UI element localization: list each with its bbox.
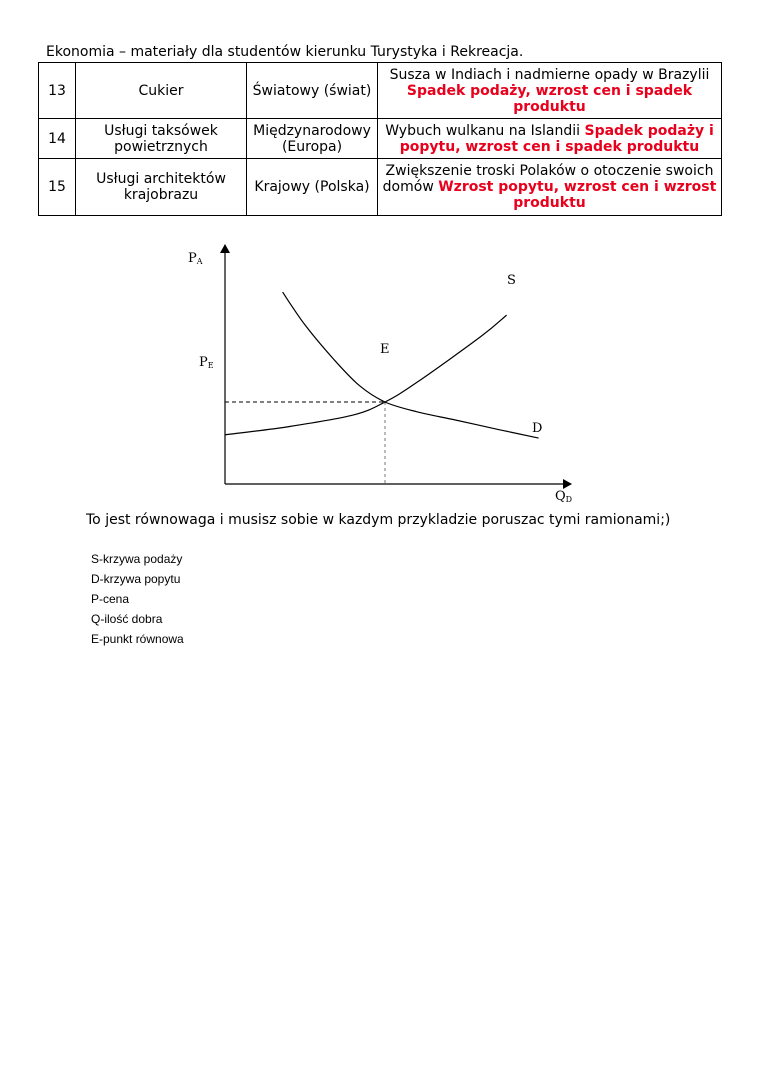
event-cell <box>378 63 722 119</box>
legend-list <box>91 549 184 649</box>
effect-text: Spadek podaży i popytu, wzrost cen i spadek produktu <box>399 122 714 155</box>
event-text: Wybuch wulkanu na Islandii <box>385 122 581 139</box>
row-number: 13 <box>39 63 76 119</box>
supply-curve <box>225 315 507 435</box>
row-number: 15 <box>39 159 76 216</box>
scope-cell: Międzynarodowy (Europa) <box>247 119 378 159</box>
equilibrium-price-label: PE <box>199 355 214 370</box>
market-table <box>38 62 722 216</box>
event-cell <box>378 159 722 216</box>
legend-item: S-krzywa podaży <box>91 552 183 566</box>
table-row <box>39 119 722 159</box>
product-cell: Cukier <box>76 63 247 119</box>
demand-curve <box>283 292 539 438</box>
event-text: Susza w Indiach i nadmierne opady w Brazylii <box>389 66 710 83</box>
page-header: Ekonomia – materiały dla studentów kierunku Turystyka i Rekreacja. <box>46 44 524 60</box>
product-cell: Usługi taksówek powietrznych <box>76 119 247 159</box>
scope-cell: Krajowy (Polska) <box>247 159 378 216</box>
table-row <box>39 159 722 216</box>
legend-item: E-punkt równowa <box>91 632 184 646</box>
caption-text: To jest równowaga i musisz sobie w kazdym przykladzie poruszac tymi ramionami;) <box>86 512 671 528</box>
legend-item: P-cena <box>91 592 130 606</box>
event-text: Zwiększenie troski Polaków o otoczenie swoich domów <box>382 163 714 195</box>
scope-cell: Światowy (świat) <box>247 63 378 119</box>
legend-item: D-krzywa popytu <box>91 572 181 586</box>
table-row <box>39 63 722 119</box>
x-axis-label: QD <box>555 489 573 504</box>
supply-label: S <box>507 273 516 288</box>
row-number: 14 <box>39 119 76 159</box>
y-axis-label: PA <box>188 251 203 266</box>
equilibrium-label: E <box>380 342 390 357</box>
effect-text: Spadek podaży, wzrost cen i spadek produktu <box>406 82 693 115</box>
product-cell: Usługi architektów krajobrazu <box>76 159 247 216</box>
event-cell <box>378 119 722 159</box>
effect-text: Wzrost popytu, wzrost cen i wzrost produktu <box>438 179 717 211</box>
supply-demand-chart <box>180 235 600 510</box>
demand-label: D <box>532 421 543 436</box>
legend-item: Q-ilość dobra <box>91 612 163 626</box>
